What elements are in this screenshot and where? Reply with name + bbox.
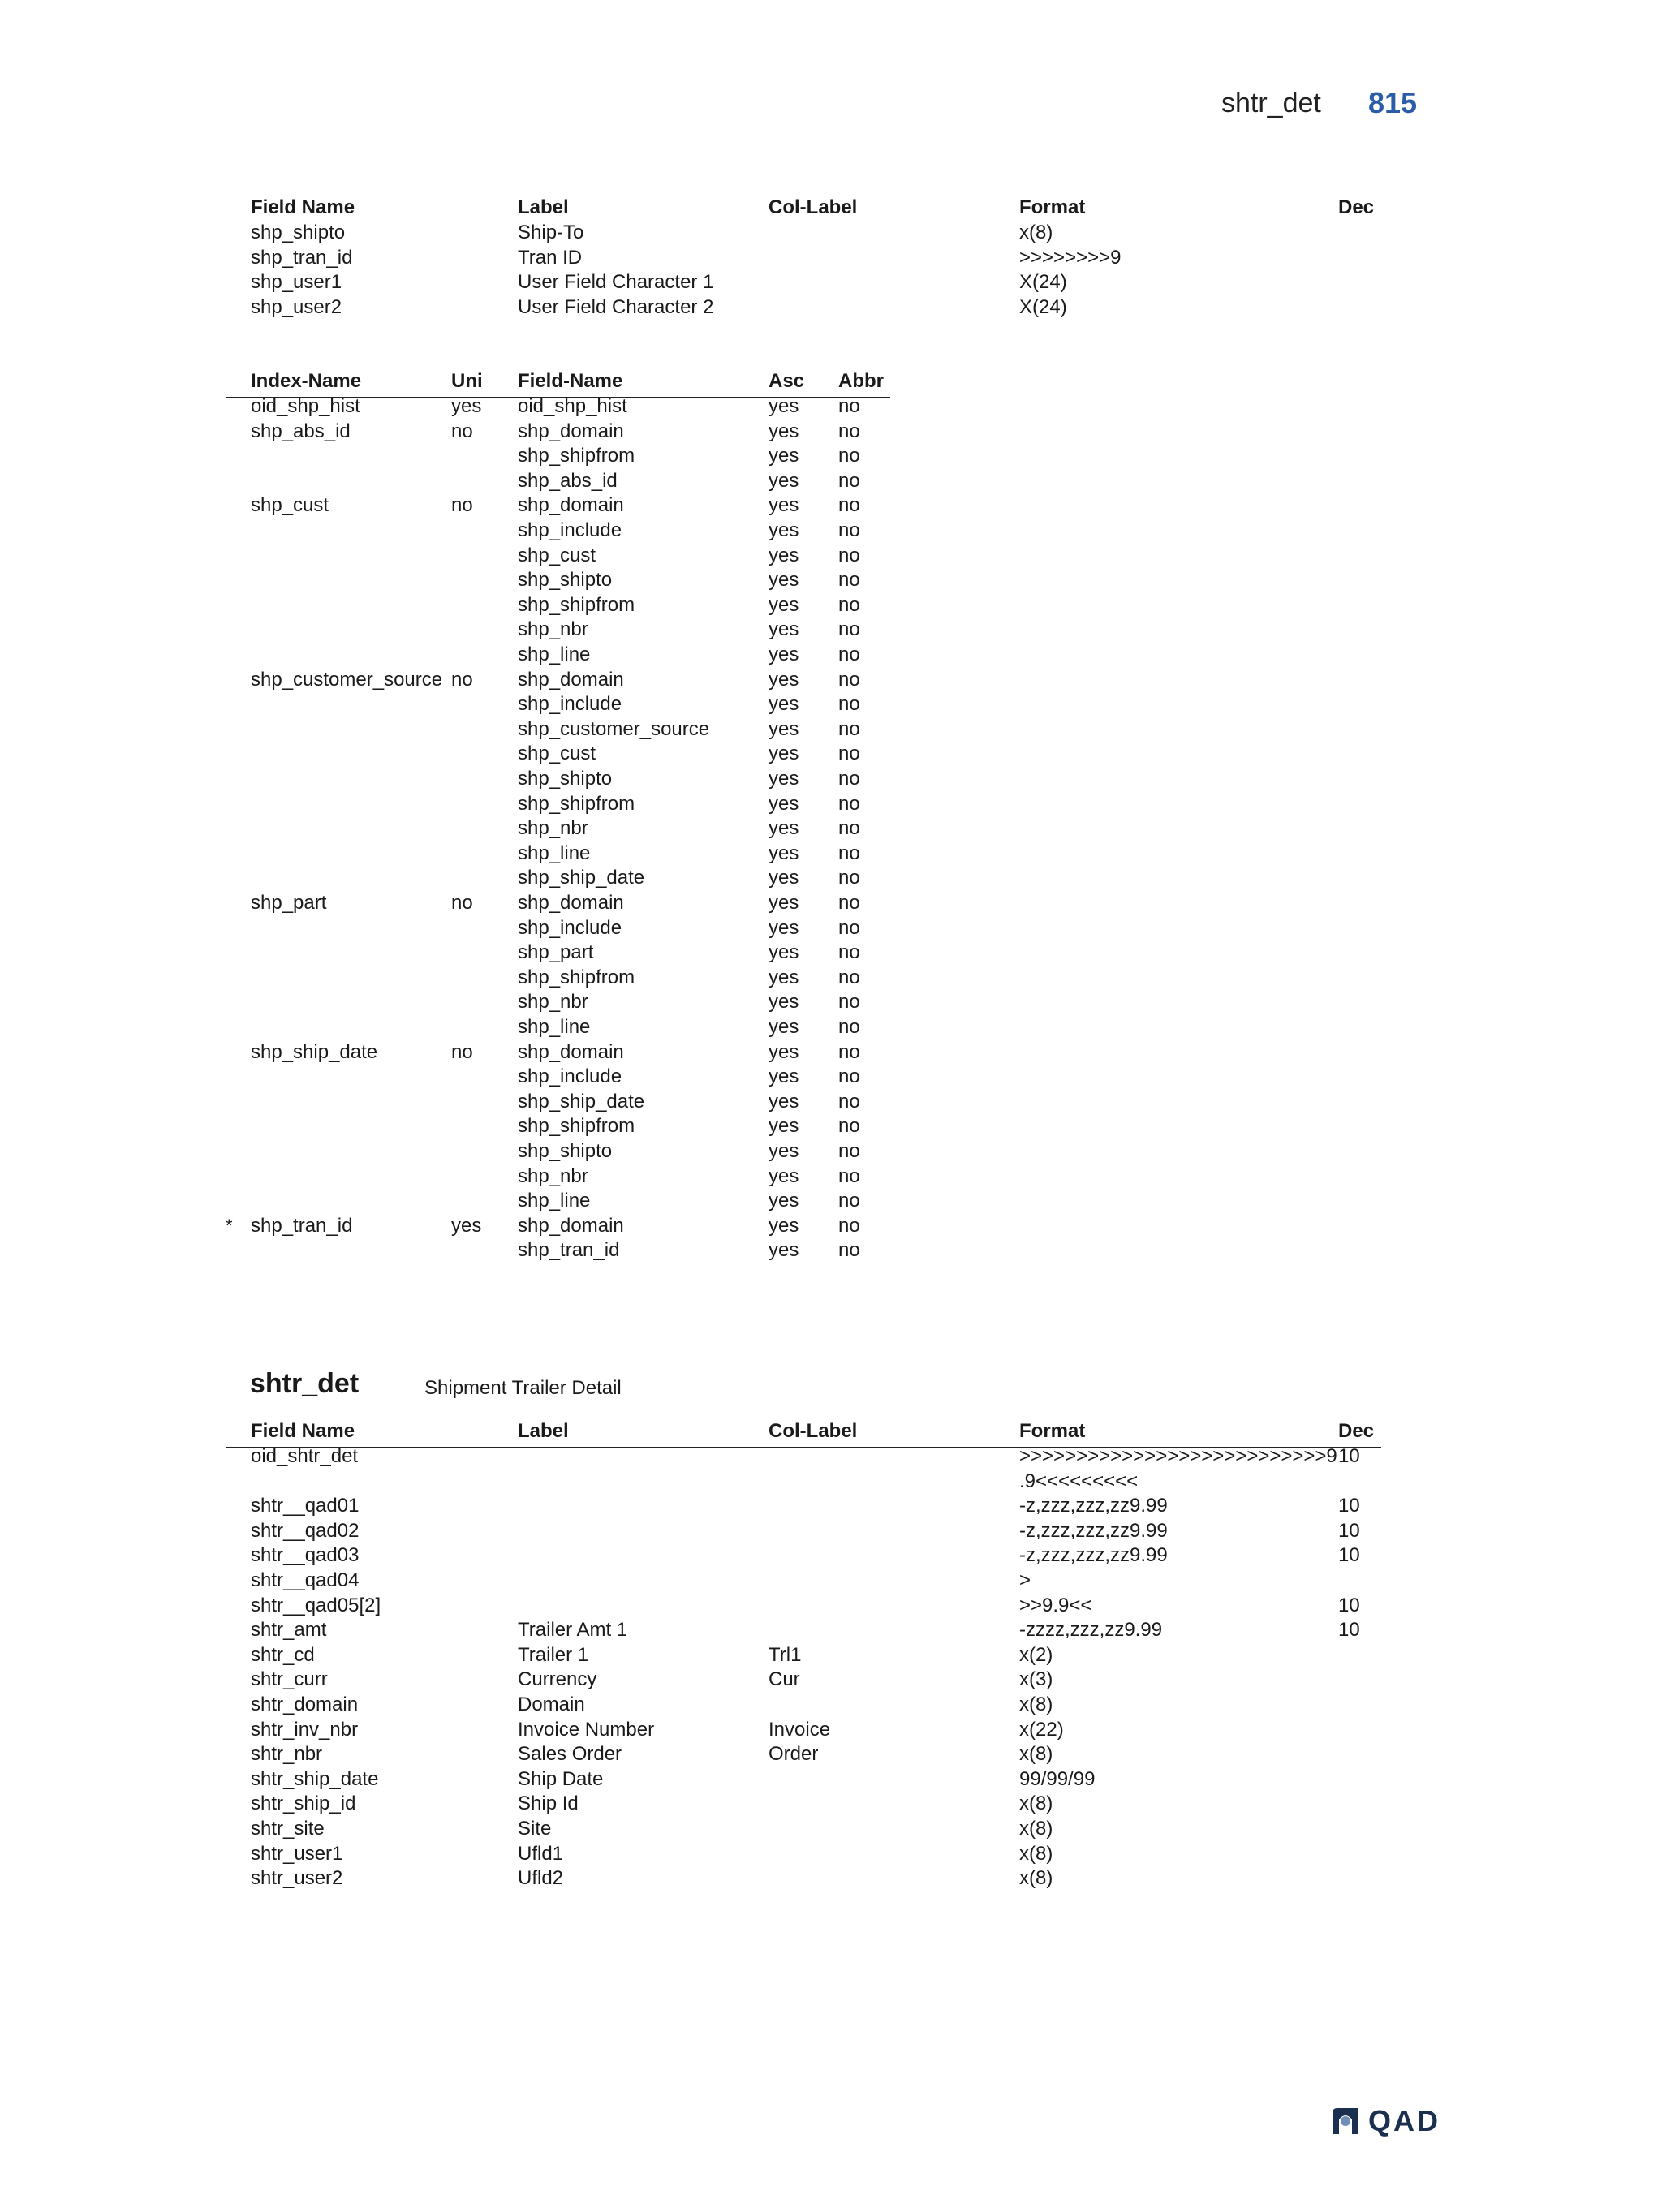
- index-field-cell: shp_include: [518, 519, 622, 541]
- label-cell: Tran ID: [518, 246, 583, 269]
- table-row: [0, 1842, 1662, 1866]
- ascending-cell: yes: [769, 569, 799, 592]
- ascending-cell: yes: [769, 395, 799, 417]
- label-cell: User Field Character 1: [518, 271, 714, 294]
- ascending-cell: yes: [769, 941, 799, 964]
- table-row: [0, 544, 1662, 568]
- format-cell: X(24): [1019, 295, 1067, 318]
- unique-cell: no: [451, 420, 473, 442]
- label-cell: Ufld2: [518, 1867, 564, 1890]
- abbreviated-cell: no: [838, 867, 860, 889]
- table-row: [0, 1238, 1662, 1263]
- field-name-cell: shtr_amt: [251, 1619, 327, 1642]
- abbreviated-cell: no: [838, 618, 860, 641]
- ascending-cell: yes: [769, 643, 799, 665]
- col-header-field-name: Field Name: [251, 196, 355, 218]
- table-row: [0, 1767, 1662, 1792]
- table-row: [0, 1693, 1662, 1717]
- index-field-cell: shp_domain: [518, 494, 624, 517]
- abbreviated-cell: no: [838, 395, 860, 417]
- label-cell: Sales Order: [518, 1743, 622, 1766]
- field-name-cell: shtr_ship_date: [251, 1767, 379, 1790]
- col-header-dec: Dec: [1338, 1420, 1375, 1442]
- index-field-cell: shp_ship_date: [518, 1090, 645, 1112]
- format-cell: -zzzz,zzz,zz9.99: [1019, 1619, 1163, 1642]
- format-cell: X(24): [1019, 271, 1067, 294]
- col-label-cell: Cur: [769, 1668, 800, 1691]
- table-row: [0, 519, 1662, 543]
- index-field-cell: shp_customer_source: [518, 717, 710, 740]
- field-name-cell: shtr_ship_id: [251, 1792, 356, 1815]
- field-name-cell: shtr__qad02: [251, 1519, 360, 1542]
- table-row: [0, 1494, 1662, 1518]
- col-label-cell: Trl1: [769, 1643, 802, 1666]
- ascending-cell: yes: [769, 892, 799, 914]
- ascending-cell: yes: [769, 494, 799, 517]
- table-row: [0, 1792, 1662, 1816]
- index-table-header: [0, 369, 1662, 394]
- ascending-cell: yes: [769, 792, 799, 815]
- abbreviated-cell: no: [838, 742, 860, 765]
- format-cell: x(8): [1019, 1792, 1053, 1815]
- label-cell: Trailer 1: [518, 1643, 589, 1666]
- index-field-cell: shp_nbr: [518, 991, 588, 1013]
- abbreviated-cell: no: [838, 966, 860, 988]
- format-cell: >>>>>>>>>>>>>>>>>>>>>>>>>>>9: [1019, 1445, 1337, 1467]
- dec-cell: 10: [1338, 1445, 1360, 1467]
- label-cell: Ship Id: [518, 1792, 579, 1815]
- format-cell: .9<<<<<<<<<: [1019, 1470, 1139, 1492]
- format-cell: x(8): [1019, 1867, 1053, 1890]
- abbreviated-cell: no: [838, 1214, 860, 1237]
- field-name-cell: shtr__qad05[2]: [251, 1594, 381, 1616]
- abbreviated-cell: no: [838, 643, 860, 665]
- col-header-field-name: Field-Name: [518, 370, 623, 392]
- index-field-cell: shp_shipfrom: [518, 792, 635, 815]
- index-name-cell: shp_customer_source: [251, 668, 443, 691]
- index-field-cell: shp_include: [518, 1065, 622, 1088]
- col-header-col-label: Col-Label: [769, 196, 858, 218]
- ascending-cell: yes: [769, 445, 799, 467]
- index-field-cell: shp_domain: [518, 668, 624, 691]
- index-field-cell: shp_nbr: [518, 817, 588, 840]
- index-field-cell: shp_cust: [518, 544, 596, 566]
- col-header-field-name: Field Name: [251, 1420, 355, 1442]
- primary-index-marker: *: [226, 1215, 233, 1236]
- table-row: [0, 420, 1662, 444]
- ascending-cell: yes: [769, 469, 799, 492]
- index-field-cell: shp_line: [518, 643, 591, 665]
- col-header-col-label: Col-Label: [769, 1420, 858, 1442]
- label-cell: Site: [518, 1818, 552, 1840]
- ascending-cell: yes: [769, 420, 799, 442]
- table-row: [0, 1817, 1662, 1841]
- label-cell: Domain: [518, 1693, 585, 1715]
- ascending-cell: yes: [769, 1016, 799, 1038]
- abbreviated-cell: no: [838, 544, 860, 566]
- ascending-cell: yes: [769, 593, 799, 616]
- dec-cell: 10: [1338, 1544, 1360, 1567]
- abbreviated-cell: no: [838, 693, 860, 716]
- field-name-cell: shp_user1: [251, 271, 342, 294]
- dec-cell: 10: [1338, 1519, 1360, 1542]
- index-field-cell: shp_domain: [518, 420, 624, 442]
- table-row: [0, 1543, 1662, 1568]
- index-field-cell: shp_ship_date: [518, 867, 645, 889]
- index-name-cell: shp_abs_id: [251, 420, 351, 442]
- table-row: [0, 1139, 1662, 1164]
- col-header-label: Label: [518, 1420, 569, 1442]
- table-row: [0, 940, 1662, 965]
- ascending-cell: yes: [769, 991, 799, 1013]
- ascending-cell: yes: [769, 768, 799, 790]
- index-name-cell: shp_tran_id: [251, 1214, 353, 1237]
- index-field-cell: shp_shipto: [518, 1140, 613, 1162]
- index-field-cell: shp_shipto: [518, 768, 613, 790]
- abbreviated-cell: no: [838, 991, 860, 1013]
- abbreviated-cell: no: [838, 1090, 860, 1112]
- table-row: [0, 1569, 1662, 1593]
- index-field-cell: shp_abs_id: [518, 469, 618, 492]
- col-header-format: Format: [1019, 1420, 1086, 1442]
- table-row: [0, 493, 1662, 518]
- format-cell: >>9.9<<: [1019, 1594, 1092, 1616]
- table-row: [0, 1189, 1662, 1213]
- table-row: [0, 767, 1662, 791]
- col-header-label: Label: [518, 196, 569, 218]
- unique-cell: yes: [451, 1214, 482, 1237]
- label-cell: Trailer Amt 1: [518, 1619, 628, 1642]
- abbreviated-cell: no: [838, 916, 860, 939]
- index-field-cell: shp_domain: [518, 892, 624, 914]
- table-row: [0, 1164, 1662, 1189]
- abbreviated-cell: no: [838, 1065, 860, 1088]
- ascending-cell: yes: [769, 867, 799, 889]
- table-row: [0, 1866, 1662, 1891]
- index-field-cell: shp_line: [518, 1016, 591, 1038]
- table-row: [0, 792, 1662, 816]
- unique-cell: no: [451, 892, 473, 914]
- index-field-cell: shp_cust: [518, 742, 596, 765]
- ascending-cell: yes: [769, 1190, 799, 1212]
- format-cell: x(22): [1019, 1718, 1064, 1741]
- field-name-cell: oid_shtr_det: [251, 1445, 359, 1467]
- abbreviated-cell: no: [838, 1016, 860, 1038]
- field-name-cell: shtr_user2: [251, 1867, 343, 1890]
- unique-cell: no: [451, 668, 473, 691]
- format-cell: -z,zzz,zzz,zz9.99: [1019, 1495, 1168, 1517]
- label-cell: Ufld1: [518, 1842, 564, 1865]
- field-name-cell: shtr_inv_nbr: [251, 1718, 359, 1741]
- abbreviated-cell: no: [838, 668, 860, 691]
- index-field-cell: shp_line: [518, 1190, 591, 1212]
- format-cell: 99/99/99: [1019, 1767, 1096, 1790]
- index-name-cell: shp_part: [251, 892, 327, 914]
- ascending-cell: yes: [769, 618, 799, 641]
- table-row: [0, 1519, 1662, 1543]
- table-row: [0, 1718, 1662, 1742]
- abbreviated-cell: no: [838, 1164, 860, 1187]
- field-name-cell: shtr_nbr: [251, 1743, 323, 1766]
- field-name-cell: shtr__qad01: [251, 1495, 360, 1517]
- index-field-cell: shp_shipfrom: [518, 593, 635, 616]
- index-field-cell: shp_include: [518, 693, 622, 716]
- index-field-cell: shp_part: [518, 941, 594, 964]
- table-row: [0, 866, 1662, 890]
- index-field-cell: shp_nbr: [518, 1164, 588, 1187]
- col-header-asc: Asc: [769, 370, 805, 392]
- table-row: [0, 246, 1662, 270]
- table-row: [0, 841, 1662, 866]
- table-row: [0, 668, 1662, 692]
- table-row: [0, 1470, 1662, 1494]
- label-cell: User Field Character 2: [518, 295, 714, 318]
- abbreviated-cell: no: [838, 768, 860, 790]
- abbreviated-cell: no: [838, 519, 860, 541]
- abbreviated-cell: no: [838, 892, 860, 914]
- ascending-cell: yes: [769, 717, 799, 740]
- shtr-table-header: [0, 1419, 1662, 1444]
- abbreviated-cell: no: [838, 1190, 860, 1212]
- ascending-cell: yes: [769, 668, 799, 691]
- field-name-cell: shp_tran_id: [251, 246, 353, 269]
- table-row: [0, 643, 1662, 667]
- table-row: [0, 469, 1662, 493]
- index-field-cell: shp_line: [518, 841, 591, 864]
- index-name-cell: shp_ship_date: [251, 1040, 378, 1063]
- ascending-cell: yes: [769, 519, 799, 541]
- table-row: [0, 295, 1662, 320]
- table-row: [0, 568, 1662, 592]
- table-row: [0, 1742, 1662, 1767]
- index-field-cell: shp_shipto: [518, 569, 613, 592]
- ascending-cell: yes: [769, 1065, 799, 1088]
- format-cell: x(8): [1019, 222, 1053, 243]
- abbreviated-cell: no: [838, 1040, 860, 1063]
- unique-cell: yes: [451, 395, 482, 417]
- field-name-cell: shp_shipto: [251, 222, 346, 243]
- table-row: [0, 1090, 1662, 1114]
- abbreviated-cell: no: [838, 841, 860, 864]
- abbreviated-cell: no: [838, 717, 860, 740]
- abbreviated-cell: no: [838, 1239, 860, 1262]
- qad-logo-mark-icon: [1329, 2107, 1362, 2136]
- dec-cell: 10: [1338, 1594, 1360, 1616]
- format-cell: x(2): [1019, 1643, 1053, 1666]
- label-cell: Currency: [518, 1668, 597, 1691]
- field-name-cell: shtr_user1: [251, 1842, 343, 1865]
- format-cell: >: [1019, 1569, 1031, 1591]
- field-name-cell: shtr_site: [251, 1818, 325, 1840]
- label-cell: Invoice Number: [518, 1718, 655, 1741]
- table-row: [0, 916, 1662, 940]
- table-title: shtr_det: [250, 1368, 360, 1399]
- table-row: [0, 394, 1662, 419]
- unique-cell: no: [451, 1040, 473, 1063]
- ascending-cell: yes: [769, 1040, 799, 1063]
- unique-cell: no: [451, 494, 473, 517]
- abbreviated-cell: no: [838, 941, 860, 964]
- abbreviated-cell: no: [838, 1115, 860, 1138]
- field-name-cell: shtr_domain: [251, 1693, 359, 1715]
- ascending-cell: yes: [769, 1115, 799, 1138]
- index-name-cell: oid_shp_hist: [251, 395, 360, 417]
- qad-logo-text: QAD: [1368, 2104, 1440, 2137]
- format-cell: >>>>>>>>9: [1019, 246, 1122, 269]
- table-row: [0, 1643, 1662, 1668]
- ascending-cell: yes: [769, 966, 799, 988]
- table-description: Shipment Trailer Detail: [424, 1377, 622, 1399]
- index-field-cell: shp_domain: [518, 1040, 624, 1063]
- field-table-header: [0, 196, 1662, 220]
- table-row: [0, 1015, 1662, 1039]
- col-label-cell: Order: [769, 1743, 819, 1766]
- page-number: 815: [1368, 86, 1418, 119]
- label-cell: Ship-To: [518, 222, 584, 243]
- table-row: [0, 444, 1662, 468]
- abbreviated-cell: no: [838, 569, 860, 592]
- label-cell: Ship Date: [518, 1767, 604, 1790]
- table-row: [0, 717, 1662, 742]
- abbreviated-cell: no: [838, 494, 860, 517]
- abbreviated-cell: no: [838, 792, 860, 815]
- index-field-cell: shp_nbr: [518, 618, 588, 641]
- index-field-cell: shp_domain: [518, 1214, 624, 1237]
- format-cell: x(8): [1019, 1818, 1053, 1840]
- format-cell: x(8): [1019, 1693, 1053, 1715]
- index-field-cell: shp_include: [518, 916, 622, 939]
- format-cell: -z,zzz,zzz,zz9.99: [1019, 1519, 1168, 1542]
- field-name-cell: shtr_curr: [251, 1668, 328, 1691]
- ascending-cell: yes: [769, 1214, 799, 1237]
- abbreviated-cell: no: [838, 469, 860, 492]
- table-row: [0, 221, 1662, 245]
- abbreviated-cell: no: [838, 593, 860, 616]
- format-cell: x(8): [1019, 1743, 1053, 1766]
- format-cell: x(8): [1019, 1842, 1053, 1865]
- table-row: [0, 891, 1662, 915]
- table-row: [0, 1065, 1662, 1089]
- col-header-uni: Uni: [451, 370, 483, 392]
- ascending-cell: yes: [769, 1090, 799, 1112]
- qad-logo: [1329, 2105, 1451, 2137]
- table-row: [0, 1618, 1662, 1642]
- table-row: [0, 1594, 1662, 1618]
- ascending-cell: yes: [769, 693, 799, 716]
- table-row: [0, 1444, 1662, 1469]
- ascending-cell: yes: [769, 1164, 799, 1187]
- table-row: [0, 1114, 1662, 1138]
- table-row: [0, 593, 1662, 618]
- ascending-cell: yes: [769, 742, 799, 765]
- table-row: [0, 816, 1662, 841]
- table-row: [0, 692, 1662, 717]
- running-header-title: shtr_det: [1221, 88, 1321, 118]
- index-field-cell: shp_tran_id: [518, 1239, 620, 1262]
- table-row: [0, 618, 1662, 642]
- index-field-cell: shp_shipfrom: [518, 966, 635, 988]
- field-name-cell: shtr__qad03: [251, 1544, 360, 1567]
- col-header-dec: Dec: [1338, 196, 1375, 218]
- abbreviated-cell: no: [838, 445, 860, 467]
- col-label-cell: Invoice: [769, 1718, 831, 1741]
- index-field-cell: shp_shipfrom: [518, 1115, 635, 1138]
- ascending-cell: yes: [769, 916, 799, 939]
- table-row: [0, 990, 1662, 1014]
- abbreviated-cell: no: [838, 817, 860, 840]
- abbreviated-cell: no: [838, 420, 860, 442]
- dec-cell: 10: [1338, 1619, 1360, 1642]
- index-name-cell: shp_cust: [251, 494, 329, 517]
- index-field-cell: oid_shp_hist: [518, 395, 627, 417]
- table-row: [0, 1214, 1662, 1238]
- abbreviated-cell: no: [838, 1140, 860, 1162]
- col-header-abbr: Abbr: [838, 370, 884, 392]
- table-row: [0, 742, 1662, 766]
- col-header-format: Format: [1019, 196, 1086, 218]
- col-header-index-name: Index-Name: [251, 370, 362, 392]
- dec-cell: 10: [1338, 1495, 1360, 1517]
- ascending-cell: yes: [769, 817, 799, 840]
- table-row: [0, 270, 1662, 295]
- ascending-cell: yes: [769, 544, 799, 566]
- field-name-cell: shtr_cd: [251, 1643, 315, 1666]
- format-cell: x(3): [1019, 1668, 1053, 1691]
- table-row: [0, 966, 1662, 990]
- ascending-cell: yes: [769, 1140, 799, 1162]
- ascending-cell: yes: [769, 1239, 799, 1262]
- table-row: [0, 1668, 1662, 1692]
- field-name-cell: shtr__qad04: [251, 1569, 360, 1591]
- index-field-cell: shp_shipfrom: [518, 445, 635, 467]
- ascending-cell: yes: [769, 841, 799, 864]
- format-cell: -z,zzz,zzz,zz9.99: [1019, 1544, 1168, 1567]
- field-name-cell: shp_user2: [251, 295, 342, 318]
- table-row: [0, 1040, 1662, 1065]
